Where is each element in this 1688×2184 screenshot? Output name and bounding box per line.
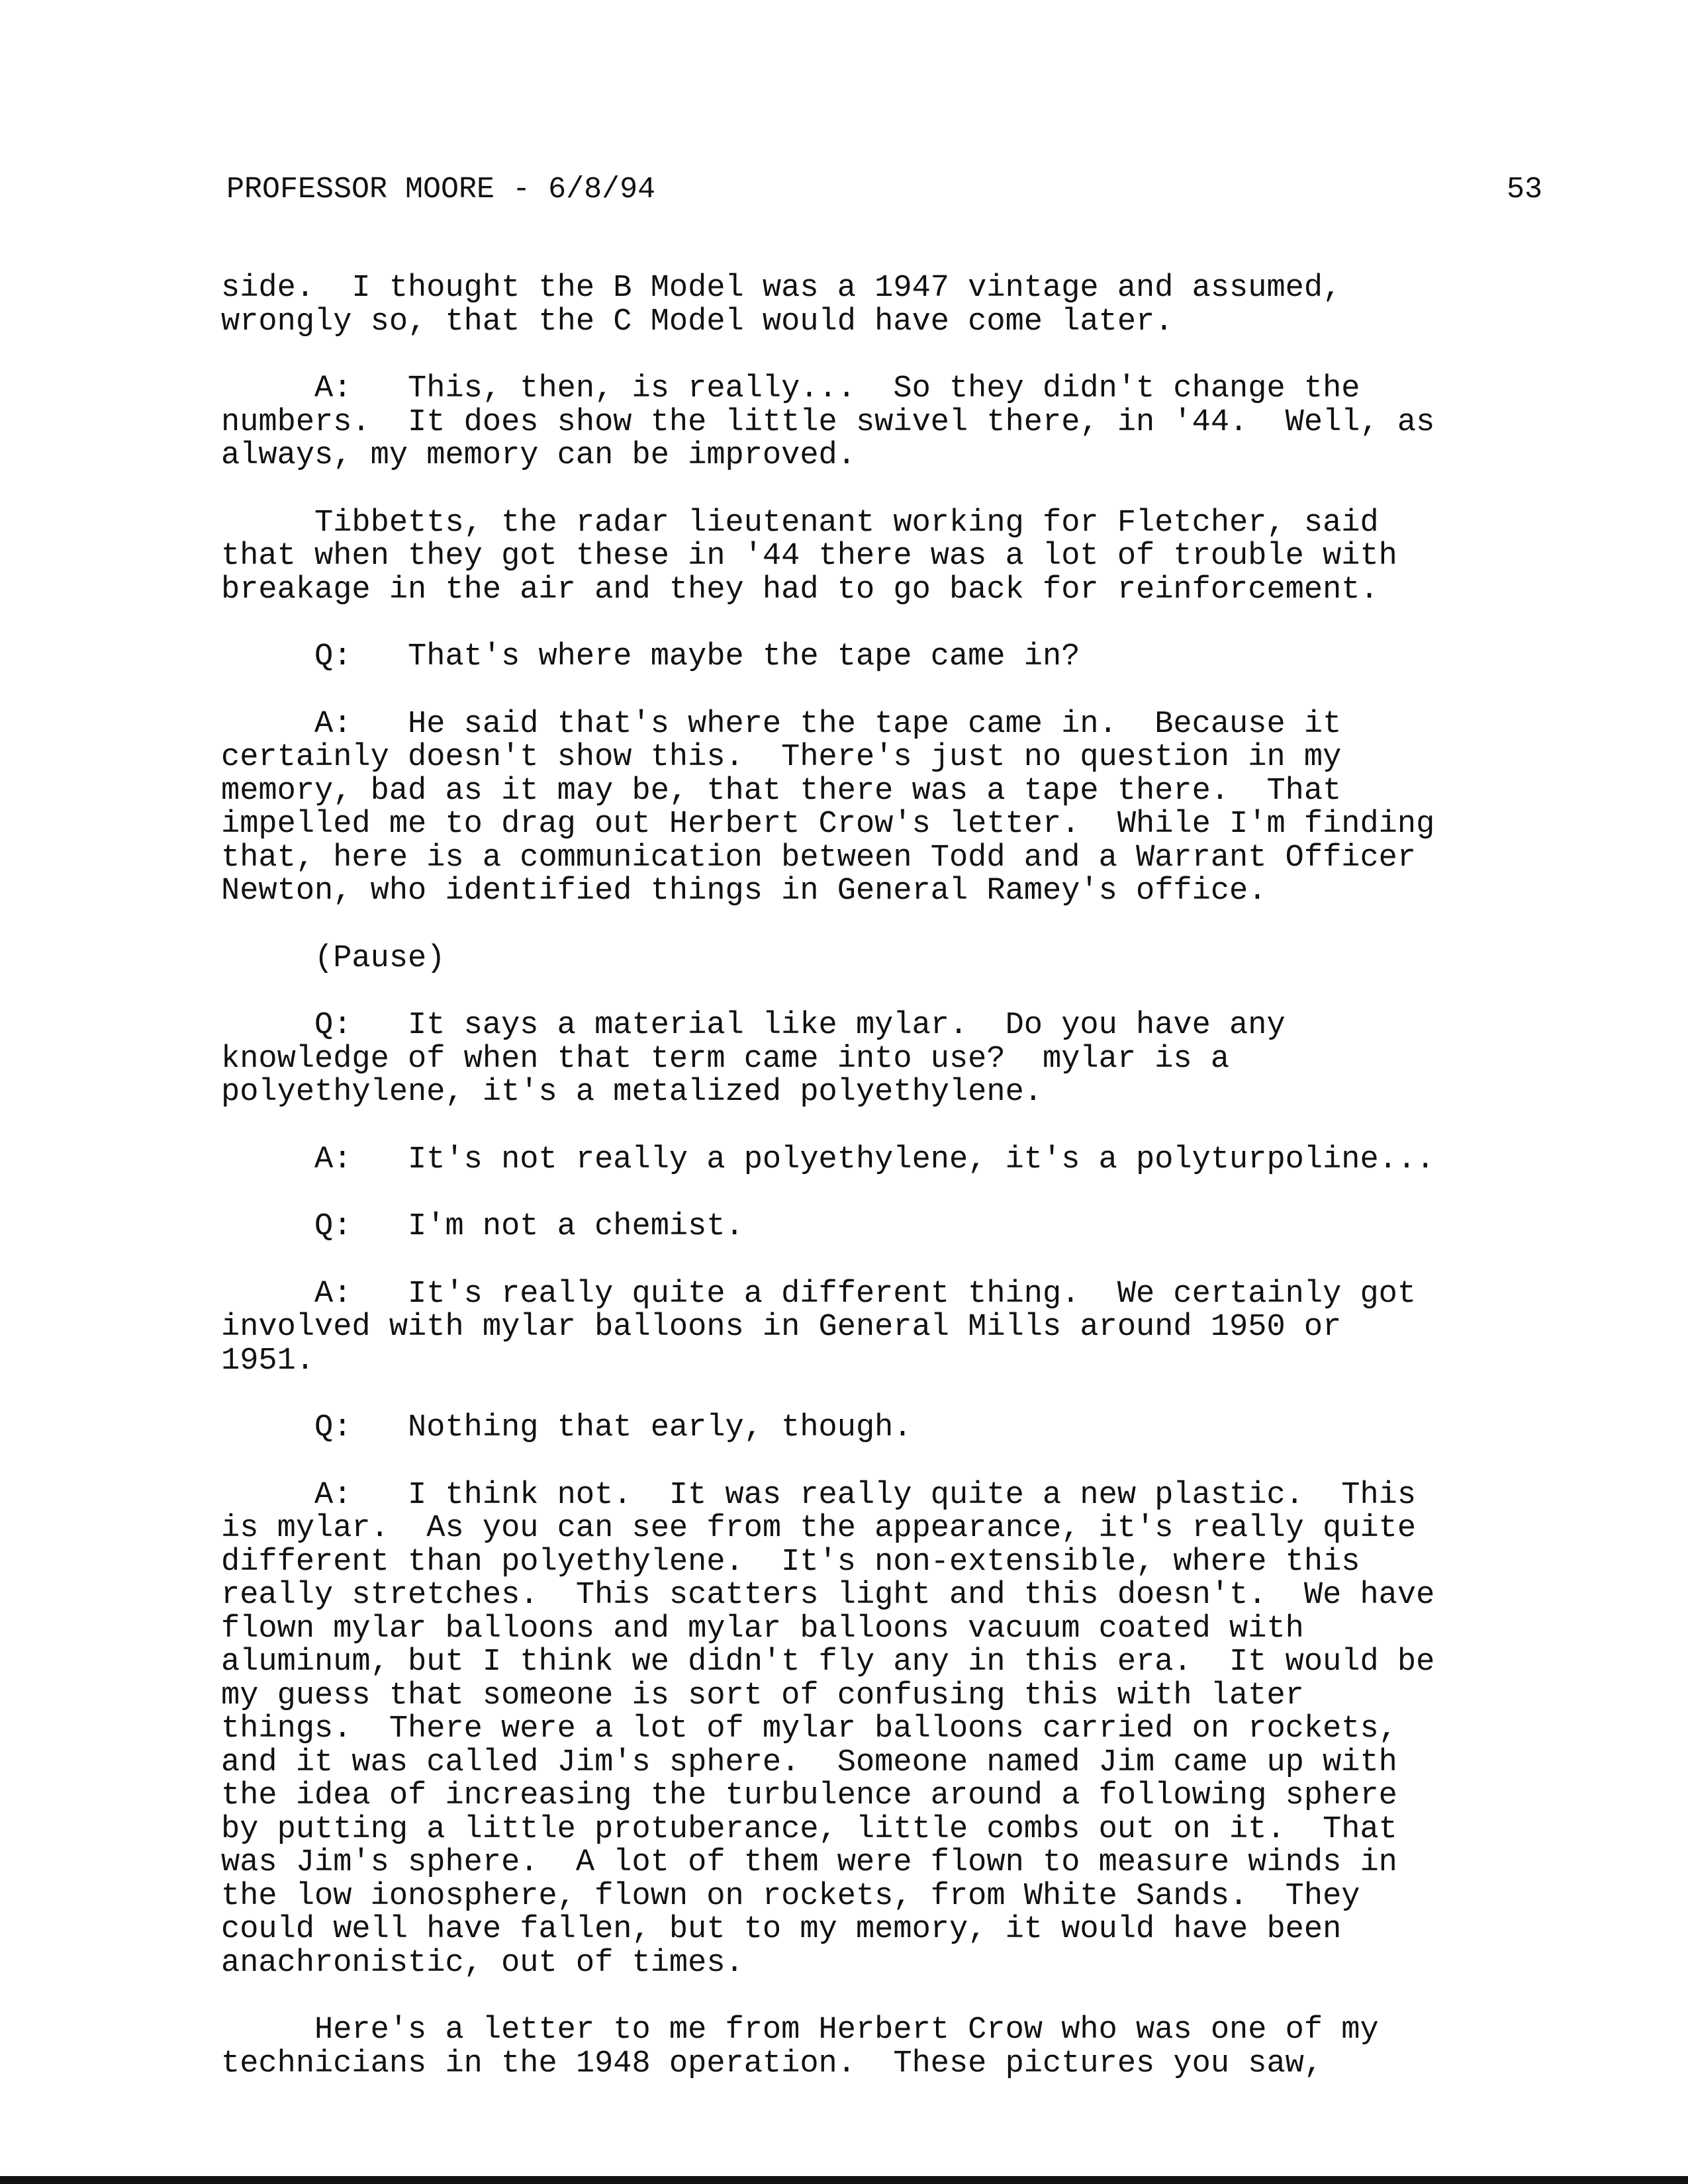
text-line: wrongly so, that the C Model would have come later. (221, 304, 1174, 340)
transcript-paragraph (221, 1278, 1571, 1379)
scan-bottom-edge (0, 2176, 1688, 2184)
text-line: was Jim's sphere. A lot of them were flown to measure winds in (221, 1845, 1397, 1880)
transcript-paragraph (221, 272, 1571, 339)
transcript-paragraph (221, 373, 1571, 473)
text-line: and it was called Jim's sphere. Someone named Jim came up with (221, 1745, 1397, 1780)
text-line: certainly doesn't show this. There's just no question in my (221, 740, 1342, 775)
text-line: Q: It says a material like mylar. Do you have any (221, 1008, 1286, 1043)
text-line: is mylar. As you can see from the appearance, it's really quite (221, 1511, 1417, 1546)
transcript-paragraph (221, 1479, 1571, 1981)
text-line: (Pause) (221, 940, 445, 976)
text-line: that, here is a communication between Todd and a Warrant Officer (221, 840, 1417, 876)
transcript-paragraph (221, 1210, 1571, 1244)
text-line: polyethylene, it's a metalized polyethylene. (221, 1075, 1043, 1110)
transcript-paragraph (221, 1412, 1571, 1445)
text-line: Here's a letter to me from Herbert Crow who was one of my (221, 2013, 1379, 2048)
text-line: always, my memory can be improved. (221, 438, 856, 473)
text-line: 1951. (221, 1343, 315, 1379)
text-line: really stretches. This scatters light and this doesn't. We have (221, 1578, 1435, 1613)
text-line: flown mylar balloons and mylar balloons vacuum coated with (221, 1611, 1304, 1647)
text-line: things. There were a lot of mylar balloons carried on rockets, (221, 1711, 1397, 1747)
text-line: my guess that someone is sort of confusing this with later (221, 1678, 1304, 1713)
text-line: the low ionosphere, flown on rockets, from White Sands. They (221, 1878, 1360, 1914)
text-line: Tibbetts, the radar lieutenant working for Fletcher, said (221, 505, 1379, 541)
text-line: Newton, who identified things in General Ramey's office. (221, 874, 1267, 909)
text-line: involved with mylar balloons in General Mills around 1950 or (221, 1310, 1342, 1345)
transcript-paragraph (221, 641, 1571, 674)
text-line: A: This, then, is really... So they didn't change the (221, 371, 1360, 406)
text-line: by putting a little protuberance, little combs out on it. That (221, 1811, 1397, 1847)
text-line: Q: I'm not a chemist. (221, 1209, 744, 1244)
text-line: knowledge of when that term came into use? mylar is a (221, 1041, 1230, 1077)
text-line: could well have fallen, but to my memory, it would have been (221, 1912, 1342, 1947)
text-line: impelled me to drag out Herbert Crow's letter. While I'm finding (221, 807, 1435, 842)
text-line: different than polyethylene. It's non-extensible, where this (221, 1544, 1360, 1580)
text-line: Q: That's where maybe the tape came in? (221, 639, 1080, 674)
text-line: A: It's really quite a different thing. We certainly got (221, 1276, 1417, 1312)
text-line: aluminum, but I think we didn't fly any in this era. It would be (221, 1645, 1435, 1680)
text-line: that when they got these in '44 there was a lot of trouble with (221, 539, 1397, 574)
transcript-paragraph (221, 1144, 1571, 1177)
text-line: technicians in the 1948 operation. These pictures you saw, (221, 2046, 1323, 2081)
text-line: A: It's not really a polyethylene, it's a polyturpoline... (221, 1142, 1435, 1177)
text-line: A: I think not. It was really quite a new plastic. This (221, 1477, 1417, 1513)
text-line: anachronistic, out of times. (221, 1945, 744, 1981)
page-header-title: PROFESSOR MOORE - 6/8/94 (226, 173, 656, 206)
text-line: memory, bad as it may be, that there was a tape there. That (221, 773, 1342, 809)
text-line: breakage in the air and they had to go back for reinforcement. (221, 572, 1379, 608)
text-line: side. I thought the B Model was a 1947 vintage and assumed, (221, 271, 1342, 306)
transcript-paragraph (221, 942, 1571, 976)
page-number: 53 (1507, 173, 1543, 206)
transcript-body (221, 272, 1571, 2115)
transcript-paragraph (221, 507, 1571, 608)
transcript-paragraph (221, 2014, 1571, 2081)
text-line: numbers. It does show the little swivel there, in '44. Well, as (221, 404, 1435, 440)
text-line: the idea of increasing the turbulence around a following sphere (221, 1778, 1397, 1813)
text-line: Q: Nothing that early, though. (221, 1410, 912, 1445)
text-line: A: He said that's where the tape came in. Because it (221, 706, 1342, 742)
transcript-paragraph (221, 708, 1571, 909)
transcript-paragraph (221, 1009, 1571, 1110)
